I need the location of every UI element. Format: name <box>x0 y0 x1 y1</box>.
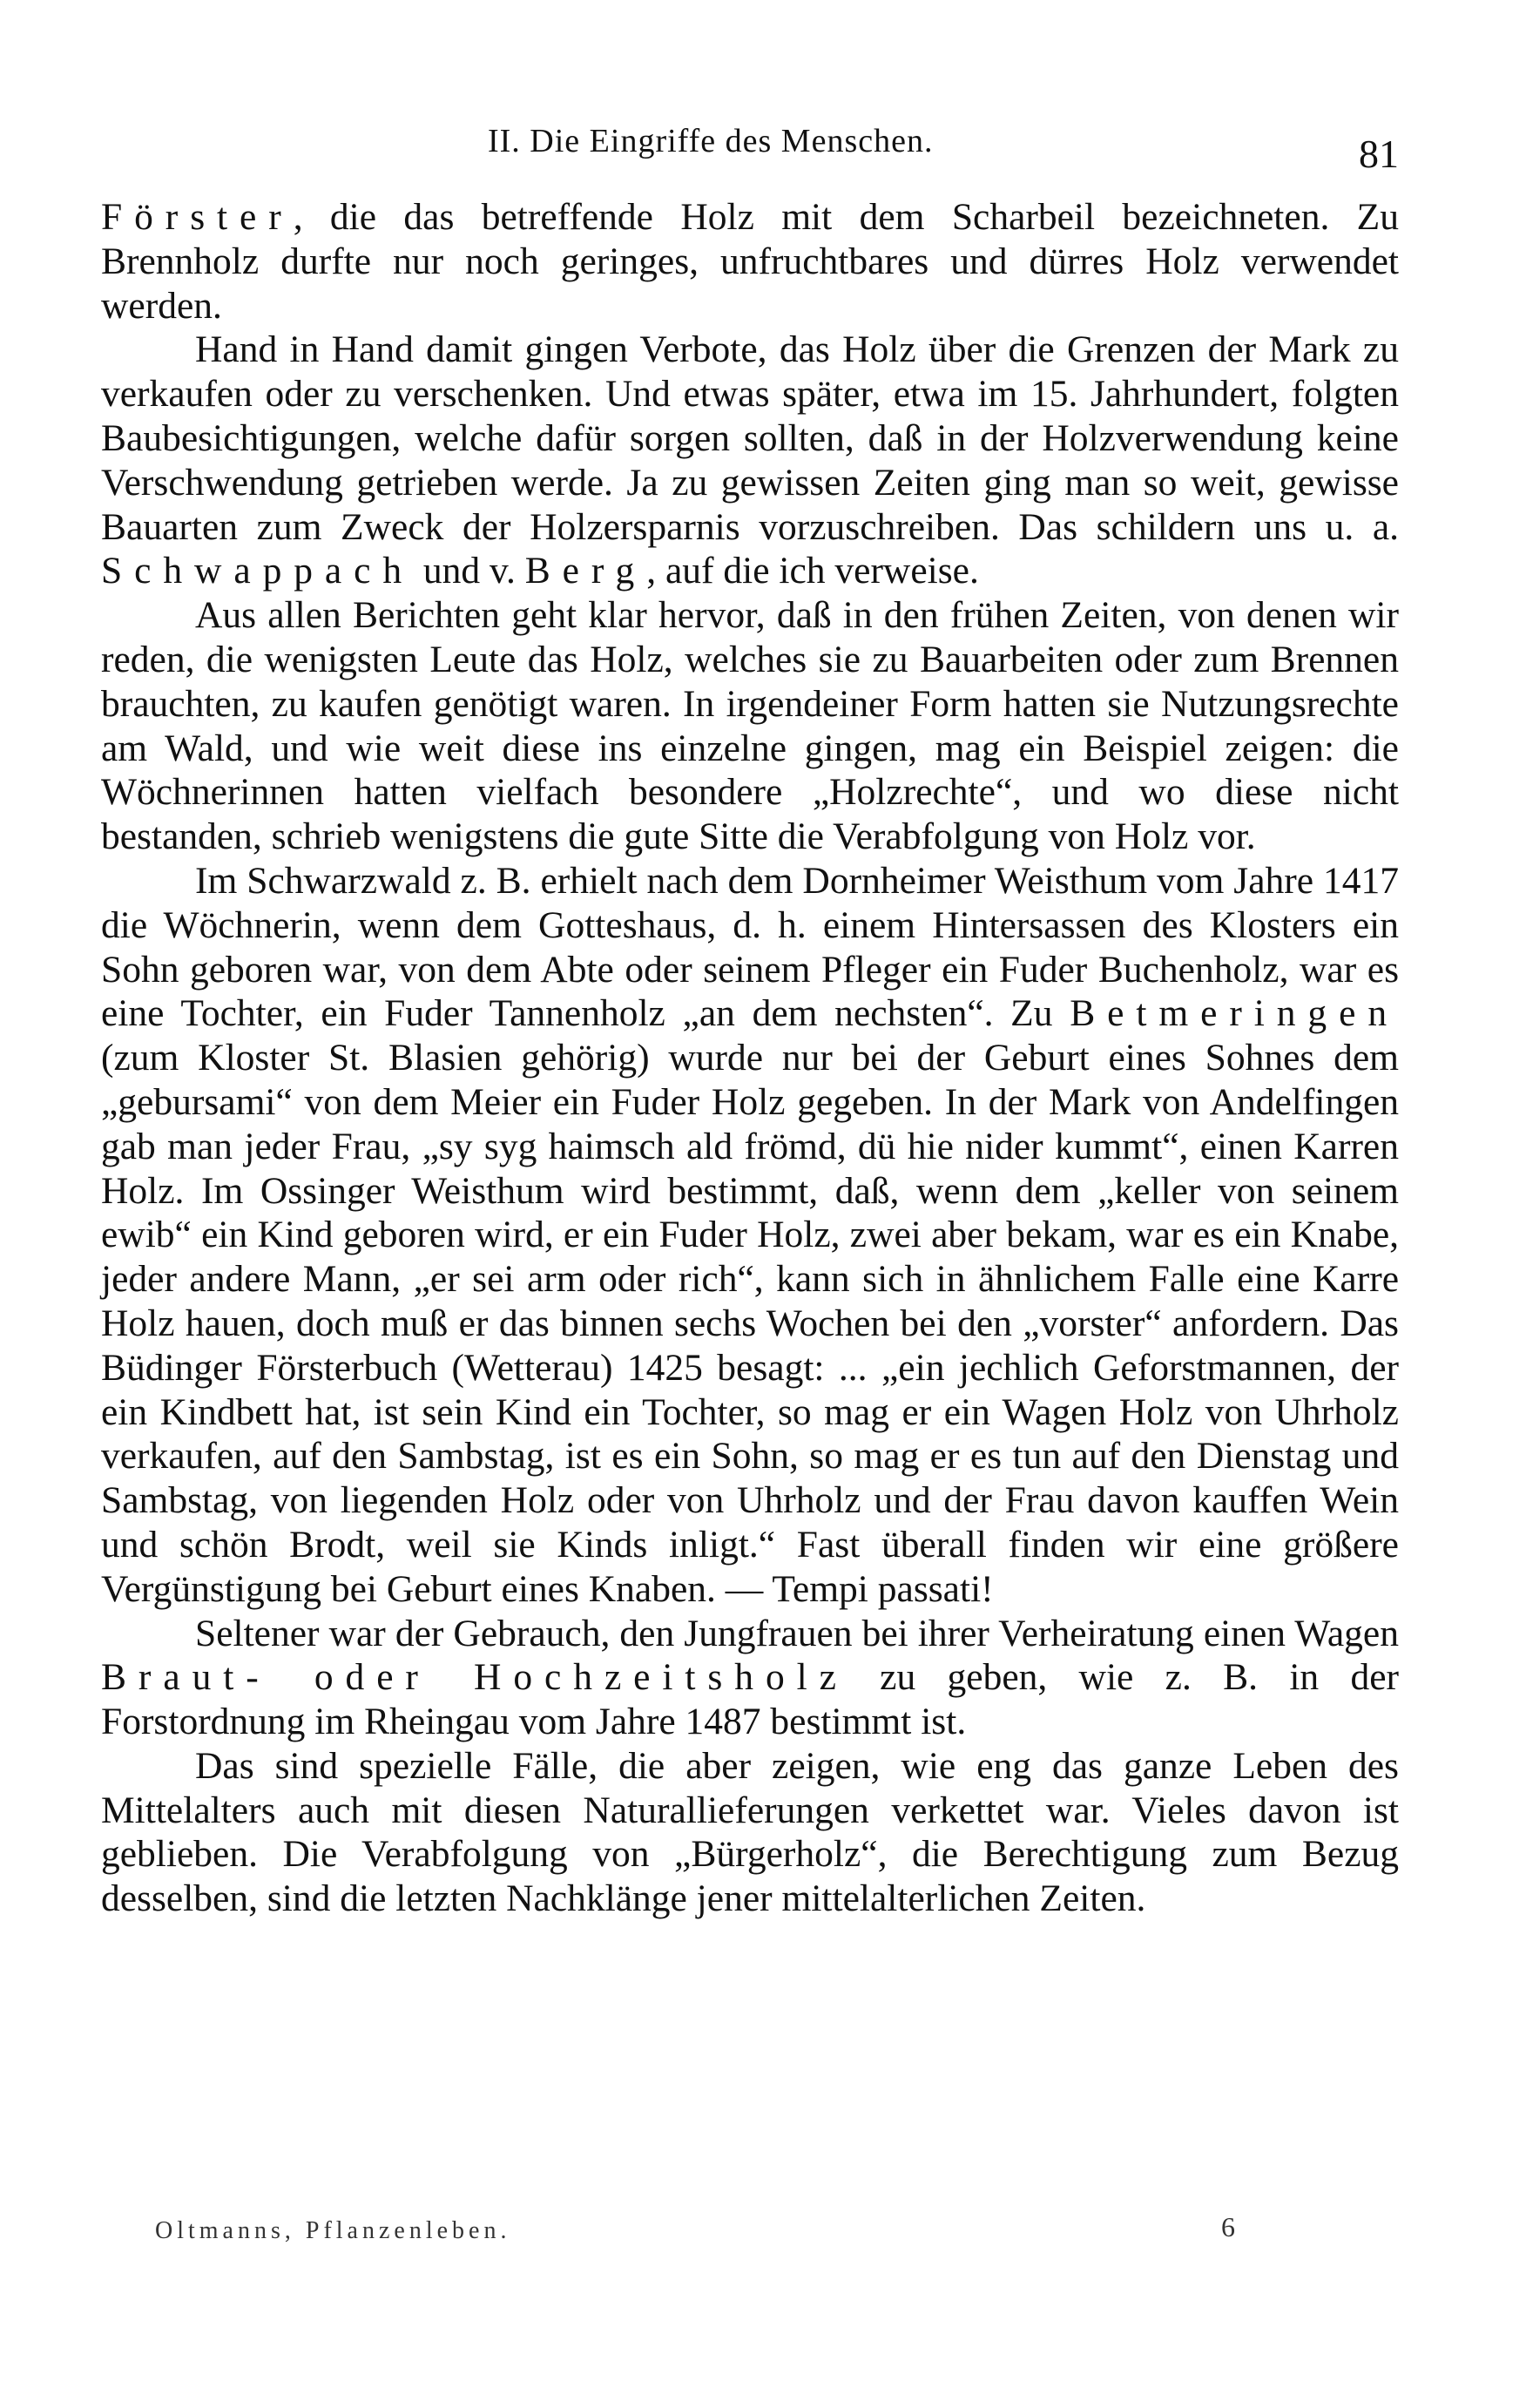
paragraph-text: Im Schwarzwald z. B. erhielt nach dem Dornheimer Weisthum vom Jahre 1417 die Wöchnerin, wenn dem Gotteshaus, d. h. einem Hintersassen des Klosters ein Sohn geboren war, von dem Abte oder seinem Pfleger ein Fuder Buchenholz, war es eine Tochter, ein Fuder Tannenholz „an dem nechsten“. Zu <box>101 859 1399 1035</box>
paragraph-2 <box>101 328 1399 593</box>
paragraph-3 <box>101 593 1399 859</box>
paragraph-text: , auf die ich verweise. <box>646 550 979 592</box>
paragraph-6 <box>101 1744 1399 1921</box>
paragraph-text: Hand in Hand damit gingen Verbote, das Holz über die Grenzen der Mark zu verkaufen oder zu verschenken. Und etwas später, etwa im 15. Jahrhundert, folgten Baubesichtigungen, welche dafür sorgen sollten, daß in der Holzverwendung keine Verschwendung getrieben werde. Ja zu gewissen Zeiten ging man so weit, gewisse Bauarten zum Zweck der Holzersparnis vorzuschreiben. Das schildern uns u. a. <box>101 328 1399 548</box>
spaced-name: Berg <box>524 550 647 592</box>
paragraph-text: , die das betreffende Holz mit dem Scharbeil bezeichneten. Zu Brennholz durfte nur noch geringes, unfruchtbares und dürres Holz verwendet werden. <box>101 196 1399 327</box>
paragraph-text: Seltener war der Gebrauch, den Jungfrauen bei ihrer Verheiratung einen Wagen <box>195 1612 1399 1654</box>
sheet-signature: Oltmanns, Pflanzenleben. <box>155 2217 511 2244</box>
spaced-term: Braut- oder Hochzeitsholz <box>101 1656 848 1699</box>
spaced-place: Betmeringen <box>1070 992 1399 1035</box>
body-text <box>101 195 1399 1921</box>
paragraph-text: (zum Kloster St. Blasien gehörig) wurde nur bei der Geburt eines Sohnes dem „gebursami“ von dem Meier ein Fuder Holz gegeben. In der Mark von Andelfingen gab man jeder Frau, „sy syg haimsch ald frömd, dü hie nider kummt“, einen Karren Holz. Im Ossinger Weisthum wird bestimmt, daß, wenn dem „keller von seinem ewib“ ein Kind geboren wird, er ein Fuder Holz, zwei aber bekam, war es ein Knabe, jeder andere Mann, „er sei arm oder rich“, kann sich in ähnlichem Falle eine Karre Holz hauen, doch muß er das binnen sechs Wochen bei den „vorster“ anfordern. Das Büdinger Försterbuch (Wetterau) 1425 besagt: ... „ein jechlich Geforstmannen, der ein Kindbett hat, ist sein Kind ein Tochter, so mag er ein Wagen Holz von Uhrholz verkaufen, auf den Sambstag, ist es ein Sohn, so mag er es tun auf den Dienstag und Sambstag, von liegenden Holz oder von Uhrholz und der Frau davon kauffen Wein und schön Brodt, weil sie Kinds inligt.“ Fast überall finden wir eine größere Vergünstigung bei Geburt eines Knaben. — Tempi passati! <box>101 1037 1399 1610</box>
paragraph-4 <box>101 859 1399 1612</box>
spaced-name: Schwappach <box>101 550 415 592</box>
paragraph-text: und v. <box>414 550 525 592</box>
page-number: 81 <box>1359 132 1399 176</box>
paragraph-text: zu geben, wie z. B. in der Forstordnung im Rheingau vom Jahre 1487 bestimmt ist. <box>101 1656 1399 1743</box>
running-head: II. Die Eingriffe des Menschen. <box>488 123 934 159</box>
paragraph-1 <box>101 195 1399 328</box>
paragraph-text: Aus allen Berichten geht klar hervor, daß in den frühen Zeiten, von denen wir reden, die wenigsten Leute das Holz, welches sie zu Bauarbeiten oder zum Brennen brauchten, zu kaufen genötigt waren. In irgendeiner Form hatten sie Nutzungsrechte am Wald, und wie weit diese ins einzelne gingen, mag ein Beispiel zeigen: die Wöchnerinnen hatten vielfach besondere „Holzrechte“, und wo diese nicht bestanden, schrieb wenigstens die gute Sitte die Verabfolgung von Holz vor. <box>101 594 1399 858</box>
paragraph-5 <box>101 1612 1399 1744</box>
paragraph-text: Das sind spezielle Fälle, die aber zeigen, wie eng das ganze Leben des Mittelalters auch mit diesen Naturallieferungen verkettet war. Vieles davon ist geblieben. Die Verabfolgung von „Bürgerholz“, die Berechtigung zum Bezug desselben, sind die letzten Nachklänge jener mittelalterlichen Zeiten. <box>101 1744 1399 1920</box>
sheet-mark: 6 <box>1221 2211 1235 2242</box>
spaced-term: Förster <box>101 196 294 238</box>
